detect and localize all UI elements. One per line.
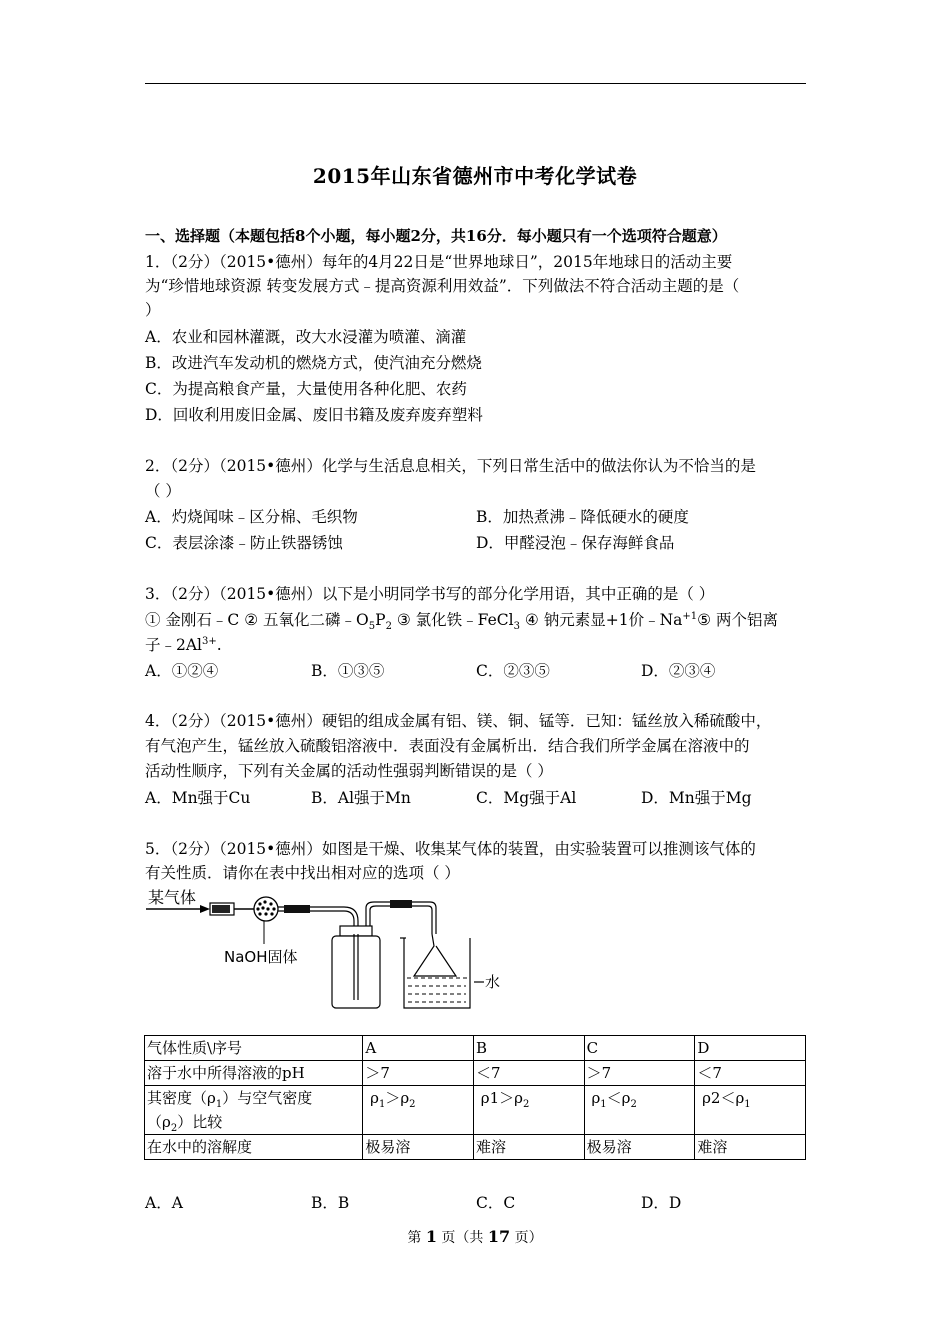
q1-option-b: B．改进汽车发动机的燃烧方式，使汽油充分燃烧 bbox=[145, 354, 482, 372]
table-cell: 难溶 bbox=[695, 1135, 806, 1160]
water-fill bbox=[408, 986, 466, 1002]
q4-option-a: A．Mn强于Cu bbox=[145, 789, 251, 807]
q3-line1: 3．（2分）（2015•德州）以下是小明同学书写的部分化学用语，其中正确的是（ ） bbox=[145, 585, 715, 603]
page-footer: 第 1 页（共 17 页） bbox=[407, 1227, 543, 1246]
table-cell: ＞7 bbox=[363, 1061, 474, 1086]
bottle-stopper bbox=[340, 926, 372, 936]
rubber-connector bbox=[284, 905, 310, 913]
naoh-label: NaOH固体 bbox=[224, 948, 298, 966]
table-cell: C bbox=[584, 1036, 695, 1061]
q5-line2: 有关性质．请你在表中找出相对应的选项（ ） bbox=[145, 864, 460, 882]
table-row bbox=[145, 1036, 806, 1061]
q4-option-d: D．Mn强于Mg bbox=[641, 789, 752, 807]
q2-line2: （ ） bbox=[145, 482, 181, 500]
table-row bbox=[145, 1061, 806, 1086]
table-cell: 难溶 bbox=[473, 1135, 584, 1160]
table-cell: D bbox=[695, 1036, 806, 1061]
q2-line1: 2．（2分）（2015•德州）化学与生活息息相关，下列日常生活中的做法你认为不恰当的是 bbox=[145, 457, 756, 475]
table-cell: 溶于水中所得溶液的pH bbox=[145, 1061, 363, 1086]
table-cell: 在水中的溶解度 bbox=[145, 1135, 363, 1160]
current-page-number: 1 bbox=[425, 1227, 437, 1246]
rubber-connector-2 bbox=[390, 900, 412, 908]
table-cell: 极易溶 bbox=[584, 1135, 695, 1160]
q3-option-b: B．①③⑤ bbox=[311, 662, 385, 680]
table-cell: $\rho_1<\rho_2$ bbox=[584, 1086, 695, 1135]
table-cell: 极易溶 bbox=[363, 1135, 474, 1160]
table-cell: $\rho_1>\rho_2$ bbox=[363, 1086, 474, 1135]
q5-option-c: C．C bbox=[476, 1194, 516, 1212]
gas-flow-arrow-head bbox=[200, 905, 210, 913]
inverted-funnel bbox=[414, 934, 456, 976]
q5-option-d: D．D bbox=[641, 1194, 682, 1212]
q1-line1: 1．（2分）（2015•德州）每年的4月22日是“世界地球日”，2015年地球日的活动主要 bbox=[145, 253, 733, 271]
page-title: 2015年山东省德州市中考化学试卷 bbox=[312, 164, 638, 188]
table-cell: ＜7 bbox=[473, 1061, 584, 1086]
table-cell: A bbox=[363, 1036, 474, 1061]
q3-line3: 子$﹣2Al^{3+}$. bbox=[145, 635, 222, 654]
gas-label: 某气体 bbox=[148, 888, 197, 907]
table-row bbox=[145, 1086, 806, 1135]
q3-line2: ① 金刚石﹣C ② 五氧化二磷$﹣O_5P_2$ ③ 氯化铁﹣FeCl$_3$ ④ 钠元素显+1价$﹣Na^{+1}⑤$ 两个铝离 bbox=[145, 610, 778, 633]
header-rule bbox=[145, 83, 806, 84]
q3-option-a: A．①②④ bbox=[145, 662, 219, 680]
q4-line2: 有气泡产生，锰丝放入硫酸铝溶液中．表面没有金属析出．结合我们所学金属在溶液中的 bbox=[145, 737, 750, 755]
table-cell: ＞7 bbox=[584, 1061, 695, 1086]
table-cell: 气体性质\序号 bbox=[145, 1036, 363, 1061]
q4-option-c: C．Mg强于Al bbox=[476, 789, 577, 807]
q2-option-c: C．表层涂漆﹣防止铁器锈蚀 bbox=[145, 534, 343, 552]
q2-option-d: D．甲醛浸泡﹣保存海鲜食品 bbox=[476, 534, 675, 552]
q3-option-d: D．②③④ bbox=[641, 662, 716, 680]
q2-option-a: A．灼烧闻味﹣区分棉、毛织物 bbox=[145, 508, 358, 526]
collection-bottle bbox=[332, 936, 380, 1008]
q2-option-b: B．加热煮沸﹣降低硬水的硬度 bbox=[476, 508, 689, 526]
table-cell: ＜7 bbox=[695, 1061, 806, 1086]
q1-option-c: C．为提高粮食产量，大量使用各种化肥、农药 bbox=[145, 380, 467, 398]
q5-line1: 5．（2分）（2015•德州）如图是干燥、收集某气体的装置，由实验装置可以推测该气体的 bbox=[145, 840, 756, 858]
q1-option-d: D．回收利用废旧金属、废旧书籍及废弃废弃塑料 bbox=[145, 406, 483, 424]
table-cell: $\rho 1>\rho_2$ bbox=[473, 1086, 584, 1135]
q3-option-c: C．②③⑤ bbox=[476, 662, 550, 680]
q4-line1: 4．（2分）（2015•德州）硬铝的组成金属有铝、镁、铜、锰等．已知：锰丝放入稀硫酸中， bbox=[145, 712, 772, 730]
q1-line3: ） bbox=[145, 301, 161, 319]
total-page-count: 17 bbox=[487, 1227, 511, 1246]
q1-line2: 为“珍惜地球资源 转变发展方式﹣提高资源利用效益”．下列做法不符合活动主题的是（ bbox=[145, 277, 740, 295]
q5-option-a: A．A bbox=[145, 1194, 183, 1212]
table-cell-density-label: 其密度$(\rho_1)$与空气密度 $(\rho_2)$比较 bbox=[145, 1086, 363, 1135]
section-heading: 一、选择题（本题包括8个小题，每小题2分，共16分．每小题只有一个选项符合题意） bbox=[145, 227, 727, 245]
water-label: 水 bbox=[485, 973, 501, 991]
table-cell: B bbox=[473, 1036, 584, 1061]
gas-properties-table bbox=[144, 1035, 806, 1160]
q1-option-a: A．农业和园林灌溉，改大水浸灌为喷灌、滴灌 bbox=[145, 328, 467, 346]
table-cell: $\rho 2<\rho_1$ bbox=[695, 1086, 806, 1135]
q4-option-b: B．Al强于Mn bbox=[311, 789, 411, 807]
q5-option-b: B．B bbox=[311, 1194, 350, 1212]
gas-drying-apparatus-figure bbox=[144, 886, 504, 1012]
table-row bbox=[145, 1135, 806, 1160]
q4-line3: 活动性顺序，下列有关金属的活动性强弱判断错误的是（ ） bbox=[145, 762, 553, 780]
inlet-plug bbox=[212, 905, 230, 913]
